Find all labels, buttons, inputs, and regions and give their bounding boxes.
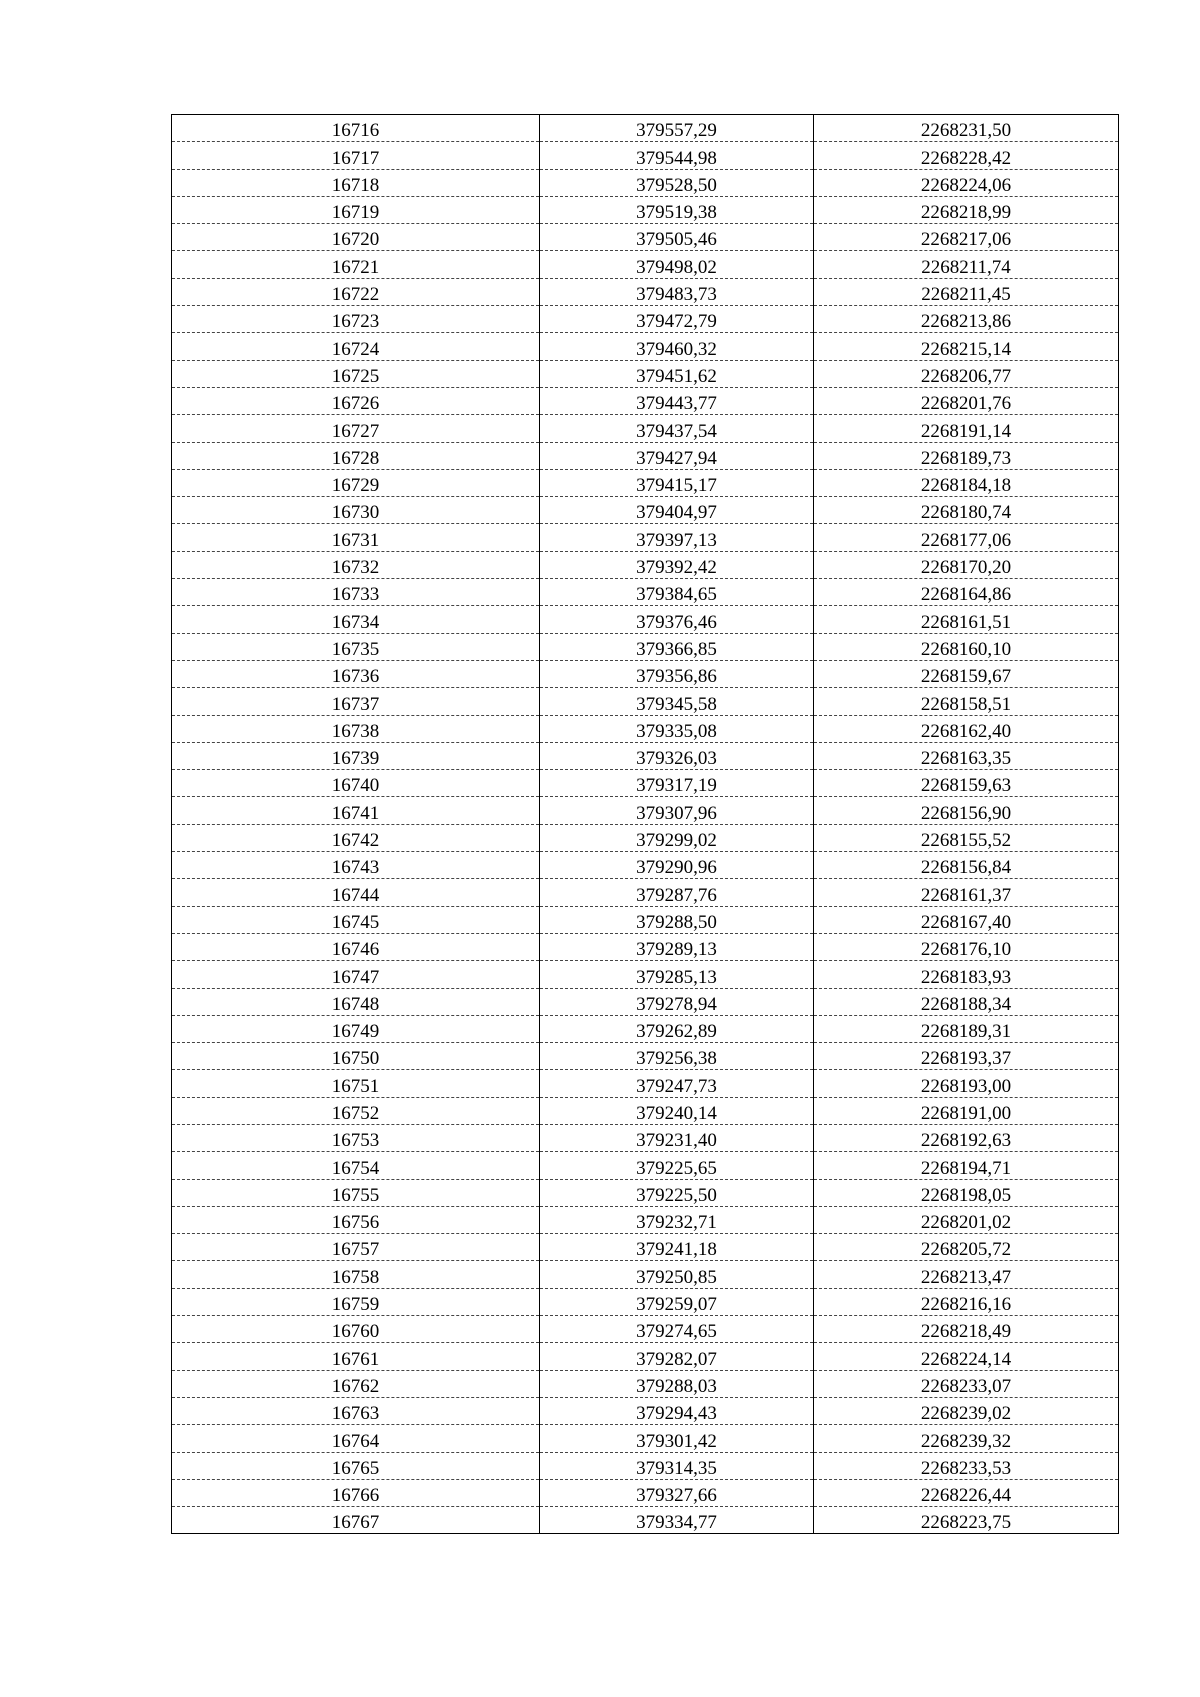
table-row [172, 278, 1119, 305]
point-number-cell: 16750 [172, 1043, 540, 1070]
point-number-cell: 16762 [172, 1370, 540, 1397]
x-coordinate-cell: 379498,02 [540, 251, 814, 278]
point-number-cell: 16722 [172, 278, 540, 305]
x-coordinate-cell: 379282,07 [540, 1343, 814, 1370]
y-coordinate-cell: 2268188,34 [814, 988, 1119, 1015]
y-coordinate-cell: 2268183,93 [814, 961, 1119, 988]
x-coordinate-cell: 379437,54 [540, 415, 814, 442]
y-coordinate-cell: 2268216,16 [814, 1288, 1119, 1315]
x-coordinate-cell: 379427,94 [540, 442, 814, 469]
point-number-cell: 16755 [172, 1179, 540, 1206]
table-row [172, 169, 1119, 196]
point-number-cell: 16753 [172, 1124, 540, 1151]
x-coordinate-cell: 379397,13 [540, 524, 814, 551]
y-coordinate-cell: 2268191,14 [814, 415, 1119, 442]
x-coordinate-cell: 379451,62 [540, 360, 814, 387]
table-row [172, 961, 1119, 988]
point-number-cell: 16733 [172, 579, 540, 606]
table-row [172, 1288, 1119, 1315]
table-row [172, 1370, 1119, 1397]
x-coordinate-cell: 379225,65 [540, 1152, 814, 1179]
point-number-cell: 16721 [172, 251, 540, 278]
y-coordinate-cell: 2268224,06 [814, 169, 1119, 196]
x-coordinate-cell: 379356,86 [540, 660, 814, 687]
point-number-cell: 16740 [172, 770, 540, 797]
point-number-cell: 16752 [172, 1097, 540, 1124]
y-coordinate-cell: 2268201,02 [814, 1206, 1119, 1233]
table-row [172, 115, 1119, 142]
y-coordinate-cell: 2268162,40 [814, 715, 1119, 742]
point-number-cell: 16727 [172, 415, 540, 442]
table-row [172, 852, 1119, 879]
x-coordinate-cell: 379274,65 [540, 1316, 814, 1343]
table-row [172, 551, 1119, 578]
table-row [172, 224, 1119, 251]
x-coordinate-cell: 379287,76 [540, 879, 814, 906]
x-coordinate-cell: 379443,77 [540, 387, 814, 414]
table-row [172, 633, 1119, 660]
y-coordinate-cell: 2268161,37 [814, 879, 1119, 906]
y-coordinate-cell: 2268156,90 [814, 797, 1119, 824]
point-number-cell: 16759 [172, 1288, 540, 1315]
x-coordinate-cell: 379519,38 [540, 196, 814, 223]
y-coordinate-cell: 2268218,49 [814, 1316, 1119, 1343]
y-coordinate-cell: 2268189,73 [814, 442, 1119, 469]
point-number-cell: 16734 [172, 606, 540, 633]
coordinates-table [171, 114, 1119, 1534]
x-coordinate-cell: 379256,38 [540, 1043, 814, 1070]
point-number-cell: 16716 [172, 115, 540, 142]
point-number-cell: 16732 [172, 551, 540, 578]
table-row [172, 415, 1119, 442]
x-coordinate-cell: 379250,85 [540, 1261, 814, 1288]
point-number-cell: 16731 [172, 524, 540, 551]
table-row [172, 688, 1119, 715]
point-number-cell: 16758 [172, 1261, 540, 1288]
y-coordinate-cell: 2268164,86 [814, 579, 1119, 606]
x-coordinate-cell: 379288,03 [540, 1370, 814, 1397]
table-row [172, 1234, 1119, 1261]
point-number-cell: 16726 [172, 387, 540, 414]
x-coordinate-cell: 379232,71 [540, 1206, 814, 1233]
y-coordinate-cell: 2268217,06 [814, 224, 1119, 251]
table-row [172, 1397, 1119, 1424]
point-number-cell: 16744 [172, 879, 540, 906]
table-row [172, 1343, 1119, 1370]
table-row [172, 1070, 1119, 1097]
x-coordinate-cell: 379334,77 [540, 1507, 814, 1534]
x-coordinate-cell: 379317,19 [540, 770, 814, 797]
point-number-cell: 16767 [172, 1507, 540, 1534]
y-coordinate-cell: 2268158,51 [814, 688, 1119, 715]
y-coordinate-cell: 2268233,07 [814, 1370, 1119, 1397]
point-number-cell: 16736 [172, 660, 540, 687]
y-coordinate-cell: 2268213,47 [814, 1261, 1119, 1288]
x-coordinate-cell: 379299,02 [540, 824, 814, 851]
table-row [172, 660, 1119, 687]
x-coordinate-cell: 379483,73 [540, 278, 814, 305]
table-row [172, 360, 1119, 387]
y-coordinate-cell: 2268206,77 [814, 360, 1119, 387]
y-coordinate-cell: 2268159,63 [814, 770, 1119, 797]
y-coordinate-cell: 2268239,02 [814, 1397, 1119, 1424]
table-row [172, 196, 1119, 223]
point-number-cell: 16739 [172, 742, 540, 769]
table-row [172, 442, 1119, 469]
point-number-cell: 16745 [172, 906, 540, 933]
y-coordinate-cell: 2268156,84 [814, 852, 1119, 879]
x-coordinate-cell: 379294,43 [540, 1397, 814, 1424]
table-row [172, 142, 1119, 169]
table-row [172, 606, 1119, 633]
table-row [172, 1425, 1119, 1452]
point-number-cell: 16764 [172, 1425, 540, 1452]
point-number-cell: 16735 [172, 633, 540, 660]
table-row [172, 1097, 1119, 1124]
table-row [172, 1043, 1119, 1070]
point-number-cell: 16751 [172, 1070, 540, 1097]
y-coordinate-cell: 2268193,37 [814, 1043, 1119, 1070]
x-coordinate-cell: 379225,50 [540, 1179, 814, 1206]
x-coordinate-cell: 379301,42 [540, 1425, 814, 1452]
coordinates-table-body [172, 115, 1119, 1534]
y-coordinate-cell: 2268223,75 [814, 1507, 1119, 1534]
y-coordinate-cell: 2268160,10 [814, 633, 1119, 660]
point-number-cell: 16741 [172, 797, 540, 824]
table-row [172, 1507, 1119, 1534]
table-row [172, 469, 1119, 496]
table-row [172, 333, 1119, 360]
x-coordinate-cell: 379259,07 [540, 1288, 814, 1315]
y-coordinate-cell: 2268201,76 [814, 387, 1119, 414]
y-coordinate-cell: 2268161,51 [814, 606, 1119, 633]
x-coordinate-cell: 379278,94 [540, 988, 814, 1015]
table-row [172, 1452, 1119, 1479]
table-row [172, 770, 1119, 797]
y-coordinate-cell: 2268211,74 [814, 251, 1119, 278]
table-row [172, 1015, 1119, 1042]
y-coordinate-cell: 2268194,71 [814, 1152, 1119, 1179]
y-coordinate-cell: 2268170,20 [814, 551, 1119, 578]
table-row [172, 988, 1119, 1015]
point-number-cell: 16724 [172, 333, 540, 360]
table-row [172, 1479, 1119, 1506]
x-coordinate-cell: 379392,42 [540, 551, 814, 578]
x-coordinate-cell: 379240,14 [540, 1097, 814, 1124]
table-row [172, 1124, 1119, 1151]
table-row [172, 251, 1119, 278]
point-number-cell: 16737 [172, 688, 540, 715]
point-number-cell: 16757 [172, 1234, 540, 1261]
y-coordinate-cell: 2268167,40 [814, 906, 1119, 933]
point-number-cell: 16760 [172, 1316, 540, 1343]
x-coordinate-cell: 379241,18 [540, 1234, 814, 1261]
point-number-cell: 16729 [172, 469, 540, 496]
table-row [172, 579, 1119, 606]
x-coordinate-cell: 379327,66 [540, 1479, 814, 1506]
y-coordinate-cell: 2268176,10 [814, 933, 1119, 960]
x-coordinate-cell: 379384,65 [540, 579, 814, 606]
x-coordinate-cell: 379557,29 [540, 115, 814, 142]
x-coordinate-cell: 379404,97 [540, 497, 814, 524]
y-coordinate-cell: 2268233,53 [814, 1452, 1119, 1479]
x-coordinate-cell: 379335,08 [540, 715, 814, 742]
point-number-cell: 16720 [172, 224, 540, 251]
table-row [172, 742, 1119, 769]
point-number-cell: 16763 [172, 1397, 540, 1424]
x-coordinate-cell: 379262,89 [540, 1015, 814, 1042]
y-coordinate-cell: 2268155,52 [814, 824, 1119, 851]
point-number-cell: 16746 [172, 933, 540, 960]
table-row [172, 824, 1119, 851]
x-coordinate-cell: 379366,85 [540, 633, 814, 660]
point-number-cell: 16766 [172, 1479, 540, 1506]
x-coordinate-cell: 379544,98 [540, 142, 814, 169]
table-row [172, 1152, 1119, 1179]
x-coordinate-cell: 379345,58 [540, 688, 814, 715]
y-coordinate-cell: 2268215,14 [814, 333, 1119, 360]
x-coordinate-cell: 379472,79 [540, 306, 814, 333]
x-coordinate-cell: 379231,40 [540, 1124, 814, 1151]
table-row [172, 387, 1119, 414]
table-row [172, 933, 1119, 960]
x-coordinate-cell: 379289,13 [540, 933, 814, 960]
point-number-cell: 16765 [172, 1452, 540, 1479]
table-row [172, 879, 1119, 906]
y-coordinate-cell: 2268193,00 [814, 1070, 1119, 1097]
y-coordinate-cell: 2268224,14 [814, 1343, 1119, 1370]
y-coordinate-cell: 2268184,18 [814, 469, 1119, 496]
point-number-cell: 16738 [172, 715, 540, 742]
point-number-cell: 16719 [172, 196, 540, 223]
y-coordinate-cell: 2268205,72 [814, 1234, 1119, 1261]
point-number-cell: 16730 [172, 497, 540, 524]
x-coordinate-cell: 379314,35 [540, 1452, 814, 1479]
x-coordinate-cell: 379528,50 [540, 169, 814, 196]
y-coordinate-cell: 2268239,32 [814, 1425, 1119, 1452]
x-coordinate-cell: 379285,13 [540, 961, 814, 988]
point-number-cell: 16761 [172, 1343, 540, 1370]
table-row [172, 1206, 1119, 1233]
point-number-cell: 16742 [172, 824, 540, 851]
x-coordinate-cell: 379326,03 [540, 742, 814, 769]
x-coordinate-cell: 379247,73 [540, 1070, 814, 1097]
y-coordinate-cell: 2268177,06 [814, 524, 1119, 551]
x-coordinate-cell: 379376,46 [540, 606, 814, 633]
table-row [172, 306, 1119, 333]
x-coordinate-cell: 379290,96 [540, 852, 814, 879]
point-number-cell: 16717 [172, 142, 540, 169]
y-coordinate-cell: 2268192,63 [814, 1124, 1119, 1151]
y-coordinate-cell: 2268163,35 [814, 742, 1119, 769]
x-coordinate-cell: 379307,96 [540, 797, 814, 824]
point-number-cell: 16743 [172, 852, 540, 879]
point-number-cell: 16725 [172, 360, 540, 387]
point-number-cell: 16718 [172, 169, 540, 196]
table-row [172, 906, 1119, 933]
x-coordinate-cell: 379415,17 [540, 469, 814, 496]
point-number-cell: 16723 [172, 306, 540, 333]
table-row [172, 1261, 1119, 1288]
y-coordinate-cell: 2268198,05 [814, 1179, 1119, 1206]
y-coordinate-cell: 2268191,00 [814, 1097, 1119, 1124]
y-coordinate-cell: 2268180,74 [814, 497, 1119, 524]
x-coordinate-cell: 379505,46 [540, 224, 814, 251]
y-coordinate-cell: 2268226,44 [814, 1479, 1119, 1506]
point-number-cell: 16747 [172, 961, 540, 988]
table-row [172, 715, 1119, 742]
x-coordinate-cell: 379460,32 [540, 333, 814, 360]
y-coordinate-cell: 2268189,31 [814, 1015, 1119, 1042]
y-coordinate-cell: 2268218,99 [814, 196, 1119, 223]
y-coordinate-cell: 2268159,67 [814, 660, 1119, 687]
table-row [172, 497, 1119, 524]
y-coordinate-cell: 2268213,86 [814, 306, 1119, 333]
point-number-cell: 16728 [172, 442, 540, 469]
y-coordinate-cell: 2268211,45 [814, 278, 1119, 305]
point-number-cell: 16756 [172, 1206, 540, 1233]
x-coordinate-cell: 379288,50 [540, 906, 814, 933]
y-coordinate-cell: 2268231,50 [814, 115, 1119, 142]
point-number-cell: 16754 [172, 1152, 540, 1179]
table-row [172, 797, 1119, 824]
table-row [172, 524, 1119, 551]
table-row [172, 1179, 1119, 1206]
point-number-cell: 16748 [172, 988, 540, 1015]
table-row [172, 1316, 1119, 1343]
y-coordinate-cell: 2268228,42 [814, 142, 1119, 169]
point-number-cell: 16749 [172, 1015, 540, 1042]
